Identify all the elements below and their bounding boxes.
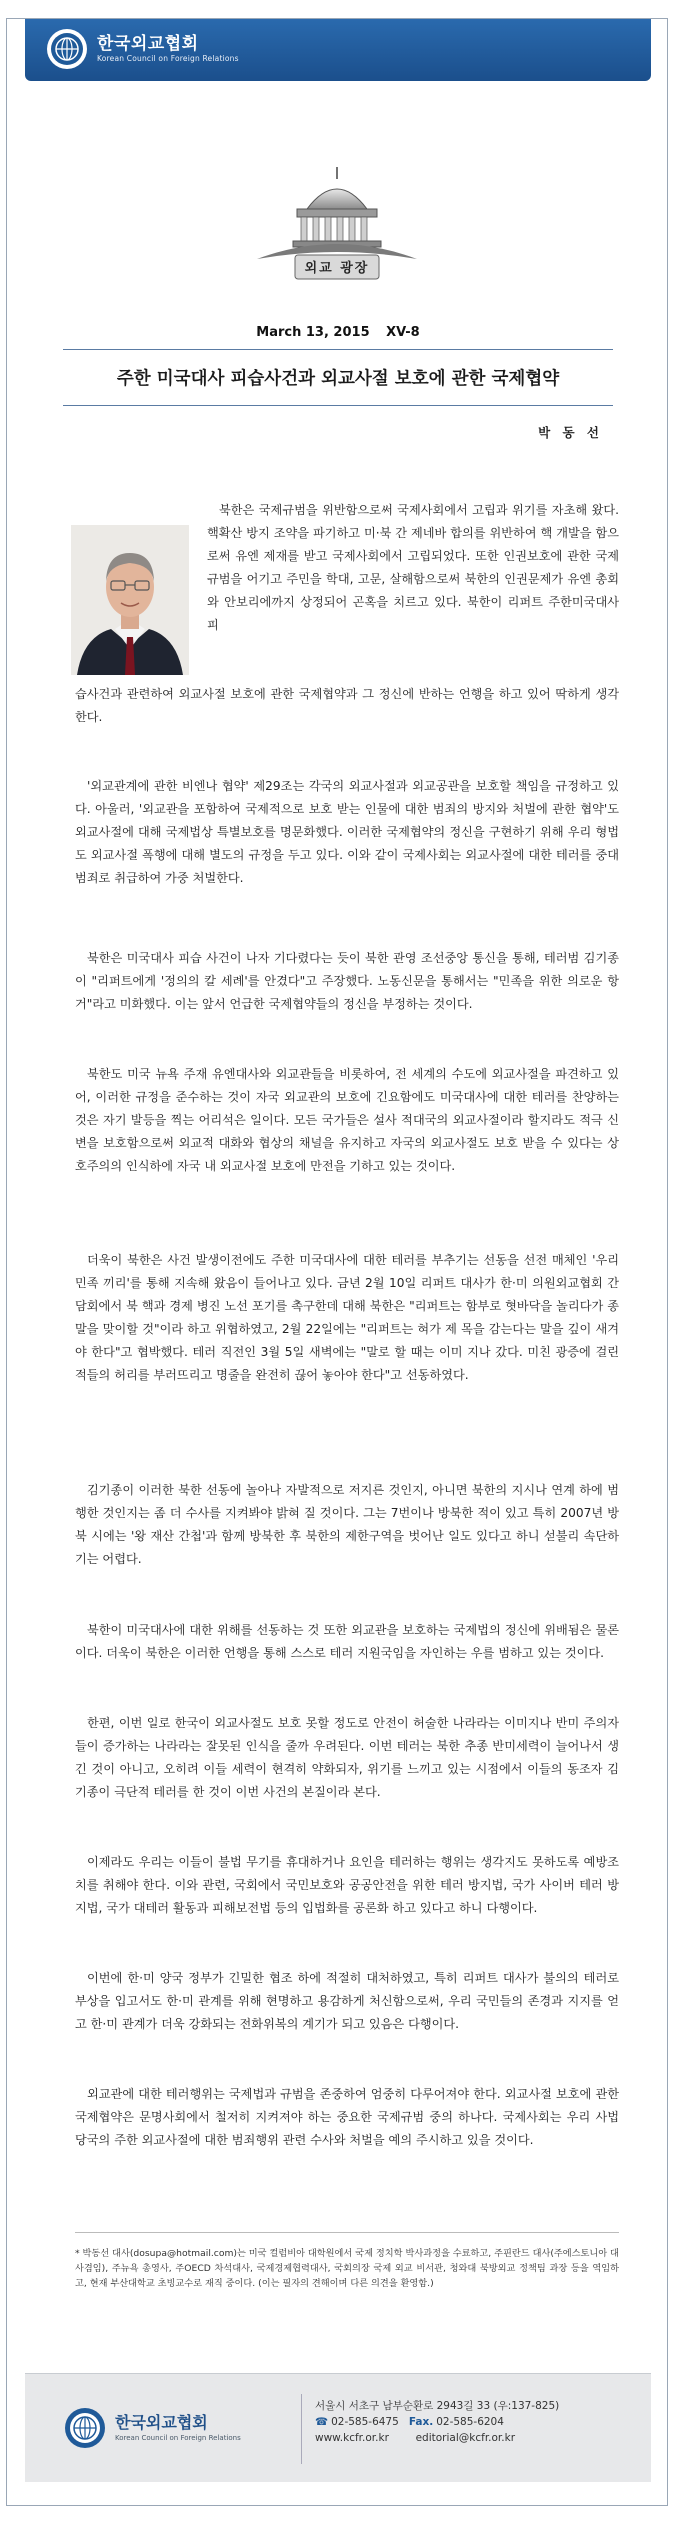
issue-info (7, 325, 669, 340)
article-paragraph-4 (75, 1249, 619, 1387)
footer-address: 서울시 서초구 남부순환로 2943길 33 (우:137-825) (315, 2400, 560, 2412)
paragraph-text: '외교관계에 관한 비엔나 협약' 제29조는 각국의 외교사절과 외교공관을 보호할 책임을 규정하고 있다. 아울러, '외교관을 포함하여 국제적으로 보호 받는 인물에 대한 범죄의 방지와 처벌에 관한 협약'도 외교사절에 대해 국제법상 특별보호를 명문화했다. 이러한 국제협약의 정신을 구현하기 위해 우리 형법도 외교사절 폭행에 대해 별도의 규정을 두고 있다. 이와 같이 국제사회는 외교사절에 대한 테러를 중대 범죄로 취급하여 가중 처벌한다. (75, 779, 619, 885)
footer-fax: 02-585-6204 (436, 2416, 504, 2428)
footer-logo-icon (65, 2408, 105, 2448)
footer-website-link[interactable]: www.kcfr.or.kr (315, 2432, 389, 2444)
org-name: 한국외교협회 (97, 34, 199, 54)
paragraph-text: 한편, 이번 일로 한국이 외교사절도 보호 못할 정도로 안전이 허술한 나라라는 이미지나 반미 주의자들이 증가하는 나라라는 잘못된 인식을 줄까 우려된다. 이번 테러는 북한 추종 반미세력이 늘어나서 생긴 것이 아니고, 오히려 이들 세력이 현격히 약화되자, 위기를 느끼고 있는 시점에서 이들의 동조자 김기종이 극단적 테러를 한 것이 이번 사건의 본질이라 본다. (75, 1716, 619, 1799)
paragraph-text: 더욱이 북한은 사건 발생이전에도 주한 미국대사에 대한 테러를 부추기는 선동을 선전 매체인 '우리 민족 끼리'를 통해 지속해 왔음이 들어나고 있다. 금년 2월 10일 리퍼트 대사가 한·미 의원외교협회 간담회에서 북 핵과 경제 병진 노선 포기를 촉구한데 대해 북한은 "리퍼트는 함부로 혓바닥을 놀리다가 종말을 맞이할 것"이라 하고 위협하였고, 2월 22일에는 "리퍼트는 혀가 제 목을 감는다는 말을 깊이 새겨야 한다"고 협박했다. 테러 직전인 3월 5일 새벽에는 "말로 할 때는 이미 지나 갔다. 미친 광증에 걸린 적들의 허리를 부러뜨리고 명줄을 완전히 끊어 놓아야 한다"고 선동하였다. (75, 1253, 619, 1382)
footer (25, 2373, 651, 2482)
intro-continued-text: 습사건과 관련하여 외교사절 보호에 관한 국제협약과 그 정신에 반하는 언행을 하고 있어 딱하게 생각한다. (75, 687, 619, 724)
paragraph-text: 북한도 미국 뉴욕 주재 유엔대사와 외교관들을 비롯하여, 전 세계의 수도에 외교사절을 파견하고 있어, 이러한 규정을 준수하는 것이 자국 외교관의 보호에 긴요함에도 미국대사에 대한 테러를 찬양하는 것은 자기 발등을 찍는 어리석은 일이다. 모든 국가들은 설사 적대국의 외교사절이라 할지라도 적극 신변을 보호함으로써 외교적 대화와 협상의 채널을 유지하고 자국의 외교사절도 보호 받을 수 있다는 상호주의의 인식하에 자국 내 외교사절 보호에 만전을 기하고 있는 것이다. (75, 1067, 619, 1173)
paragraph-text: 외교관에 대한 테러행위는 국제법과 규범을 존중하여 엄중히 다루어져야 한다. 외교사절 보호에 관한 국제협약은 문명사회에서 철저히 지켜져야 하는 중요한 국제규범 중의 하나다. 국제사회는 우리 사법 당국의 주한 외교사절에 대한 범죄행위 관련 수사와 처벌을 예의 주시하고 있을 것이다. (75, 2087, 619, 2147)
newsletter-page (6, 18, 668, 2506)
article-title: 주한 미국대사 피습사건과 외교사절 보호에 관한 국제협약 (116, 369, 560, 389)
author-footnote: * 박동선 대사(dosupa@hotmail.com)는 미국 컬럼비아 대학원에서 국제 정치학 박사과정을 수료하고, 주핀란드 대사(주에스토니아 대사겸임), 주뉴욕 총영사, 주OECD 차석대사, 국제경제협력대사, 국회의장 국제 외교 비서관, 청와대 북방외교 정책팀 과장 등을 역임하고, 현재 부산대학교 초빙교수로 재직 중이다. (이는 필자의 견해이며 다른 의견을 환영함.) (75, 2248, 619, 2289)
emblem-label: 외교 광장 (304, 261, 370, 276)
issue-number: XV-8 (386, 325, 420, 340)
article-paragraph-10 (75, 2083, 619, 2152)
footer-phone-fax (315, 2414, 559, 2430)
article-paragraph-5 (75, 1479, 619, 1571)
paragraph-text: 북한이 미국대사에 대한 위해를 선동하는 것 또한 외교관을 보호하는 국제법의 정신에 위배됨은 물론이다. 더욱이 북한은 이러한 언행을 통해 스스로 테러 지원국임을 자인하는 우를 범하고 있는 것이다. (75, 1623, 619, 1660)
fax-label: Fax. (408, 2416, 434, 2428)
issue-date: March 13, 2015 (256, 325, 370, 340)
article-paragraph-7 (75, 1712, 619, 1804)
divider-top (63, 349, 613, 350)
divider-bottom (63, 405, 613, 406)
footer-divider (301, 2394, 302, 2464)
paragraph-text: 이번에 한·미 양국 정부가 긴밀한 협조 하에 적절히 대처하였고, 특히 리퍼트 대사가 불의의 테러로 부상을 입고서도 한·미 관계를 위해 현명하고 용감하게 처신함으로써, 우리 국민들의 존경과 지지를 얻고 한·미 관계가 더욱 강화되는 전화위복의 계기가 되고 있음은 다행이다. (75, 1971, 619, 2031)
paragraph-text: 김기종이 이러한 북한 선동에 놀아나 자발적으로 저지른 것인지, 아니면 북한의 지시나 연계 하에 범행한 것인지는 좀 더 수사를 지켜봐야 밝혀 질 것이다. 그는 7번이나 방북한 적이 있고 특히 2007년 방북 시에는 '왕 재산 간첩'과 함께 방북한 후 북한의 제한구역을 벗어난 일도 있다고 하니 섣불리 속단하기는 어렵다. (75, 1483, 619, 1566)
header-bar (25, 19, 651, 81)
article-intro (207, 499, 619, 637)
article-intro-continued (75, 683, 619, 729)
paragraph-text: 북한은 미국대사 피습 사건이 나자 기다렸다는 듯이 북한 관영 조선중앙 통신을 통해, 테러범 김기종이 "리퍼트에게 '정의의 칼 세례'를 안겼다"고 주장했다. 노동신문을 통해서는 "민족을 위한 의로운 항거"라고 미화했다. 이는 앞서 언급한 국제협약들의 정신을 부정하는 것이다. (75, 951, 619, 1011)
article-author: 박 동 선 (538, 425, 603, 440)
article-paragraph-9 (75, 1967, 619, 2036)
footer-contact (315, 2398, 559, 2446)
phone-icon: ☎ (315, 2416, 329, 2428)
footer-email-link[interactable]: editorial@kcfr.or.kr (415, 2432, 516, 2444)
intro-paragraph: 북한은 국제규범을 위반함으로써 국제사회에서 고립과 위기를 자초해 왔다. 핵확산 방지 조약을 파기하고 미·북 간 제네바 합의를 위반하여 핵 개발을 함으로써 유엔 제재를 받고 국제사회에서 고립되었다. 또한 인권보호에 관한 국제규범을 어기고 주민을 학대, 고문, 살해함으로써 북한의 인권문제가 유엔 총회와 안보리에까지 상정되어 곤혹을 치르고 있다. 북한이 리퍼트 주한미국대사 피 (207, 503, 619, 632)
org-name-en: Korean Council on Foreign Relations (97, 54, 239, 63)
paragraph-text: 이제라도 우리는 이들이 불법 무기를 휴대하거나 요인을 테러하는 행위는 생각지도 못하도록 예방조치를 취해야 한다. 이와 관련, 국회에서 국민보호와 공공안전을 위한 테러 방지법, 국가 사이버 테러 방지법, 국가 대테러 활동과 피해보전법 등의 입법화를 공론화 하고 있다고 하니 다행이다. (75, 1855, 619, 1915)
article-paragraph-1 (75, 775, 619, 890)
footer-web-email (315, 2430, 559, 2446)
footer-org-name-en: Korean Council on Foreign Relations (115, 2434, 241, 2442)
footer-org-name: 한국외교협회 (115, 2413, 208, 2432)
article-paragraph-2 (75, 947, 619, 1016)
footnote-divider (75, 2232, 619, 2233)
org-logo-icon (47, 29, 87, 69)
article-paragraph-8 (75, 1851, 619, 1920)
author-portrait (71, 525, 189, 675)
footer-tel: 02-585-6475 (331, 2416, 399, 2428)
article-paragraph-6 (75, 1619, 619, 1665)
article-paragraph-3 (75, 1063, 619, 1178)
